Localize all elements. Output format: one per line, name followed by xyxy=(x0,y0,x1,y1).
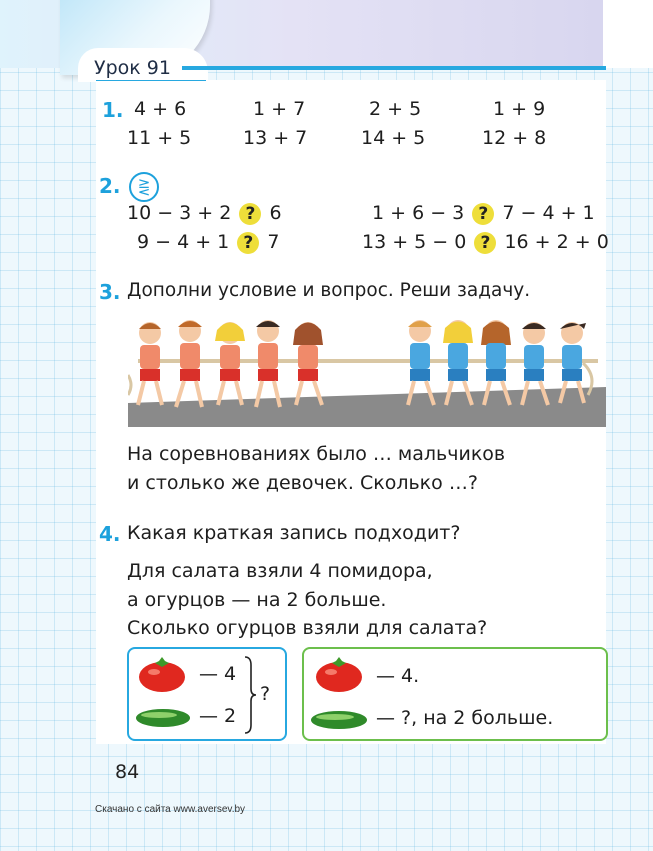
tomato-icon xyxy=(137,655,187,693)
cucumber-relation: — ?, на 2 больше. xyxy=(376,707,554,729)
short-record-option-2 xyxy=(302,647,608,741)
lesson-rule xyxy=(182,66,606,70)
task-2-comparison: 10 − 3 + 2 ? 6 xyxy=(127,202,282,224)
question-mark-icon: ? xyxy=(237,232,259,254)
question-mark-icon: ? xyxy=(472,203,494,225)
brace-question: ? xyxy=(260,683,271,705)
page-number: 84 xyxy=(115,761,140,783)
task-3-title: Дополни условие и вопрос. Реши задачу. xyxy=(127,280,531,301)
cucumber-count: — 2 xyxy=(199,705,237,727)
watermark-text: Скачано с сайта www.aversev.by xyxy=(95,804,246,815)
task-2-comparison: 9 − 4 + 1 ? 7 xyxy=(137,231,280,253)
task-1-expr: 1 + 7 xyxy=(253,98,306,120)
task-1-expr: 14 + 5 xyxy=(361,127,426,149)
tomato-icon xyxy=(314,655,364,693)
task-4-text-line: Для салата взяли 4 помидора, xyxy=(127,560,433,582)
tug-of-war-illustration xyxy=(128,315,606,427)
task-3-text-line: и столько же девочек. Сколько …? xyxy=(127,472,478,494)
task-1-expr: 4 + 6 xyxy=(134,98,187,120)
task-3-text-line: На соревнованиях было … мальчиков xyxy=(127,443,506,465)
task-4-title: Какая краткая запись подходит? xyxy=(127,522,461,544)
tomato-count: — 4. xyxy=(376,665,420,687)
tomato-count: — 4 xyxy=(199,663,237,685)
task-1-expr: 12 + 8 xyxy=(482,127,547,149)
task-2-comparison: 13 + 5 − 0 ? 16 + 2 + 0 xyxy=(362,231,609,253)
lesson-title: Урок 91 xyxy=(94,57,171,79)
task-2-comparison: 1 + 6 − 3 ? 7 − 4 + 1 xyxy=(372,202,595,224)
short-record-option-1 xyxy=(127,647,287,741)
cucumber-icon xyxy=(135,707,191,729)
cucumber-icon xyxy=(310,709,368,731)
task-1-expr: 13 + 7 xyxy=(243,127,308,149)
task-3-number: 3. xyxy=(99,280,121,304)
brace-icon xyxy=(243,655,257,735)
task-1-expr: 11 + 5 xyxy=(127,127,192,149)
task-4-text-line: Сколько огурцов взяли для салата? xyxy=(127,617,488,639)
task-4-text-line: а огурцов — на 2 больше. xyxy=(127,589,387,611)
task-2-number: 2. xyxy=(99,174,121,198)
task-4-number: 4. xyxy=(99,522,121,546)
task-1-expr: 1 + 9 xyxy=(493,98,546,120)
compare-signs-icon: ⋛ xyxy=(129,172,159,202)
question-mark-icon: ? xyxy=(239,203,261,225)
lesson-rule-under-tab xyxy=(96,80,206,81)
question-mark-icon: ? xyxy=(474,232,496,254)
task-1-number: 1. xyxy=(102,98,124,122)
task-1-expr: 2 + 5 xyxy=(369,98,422,120)
